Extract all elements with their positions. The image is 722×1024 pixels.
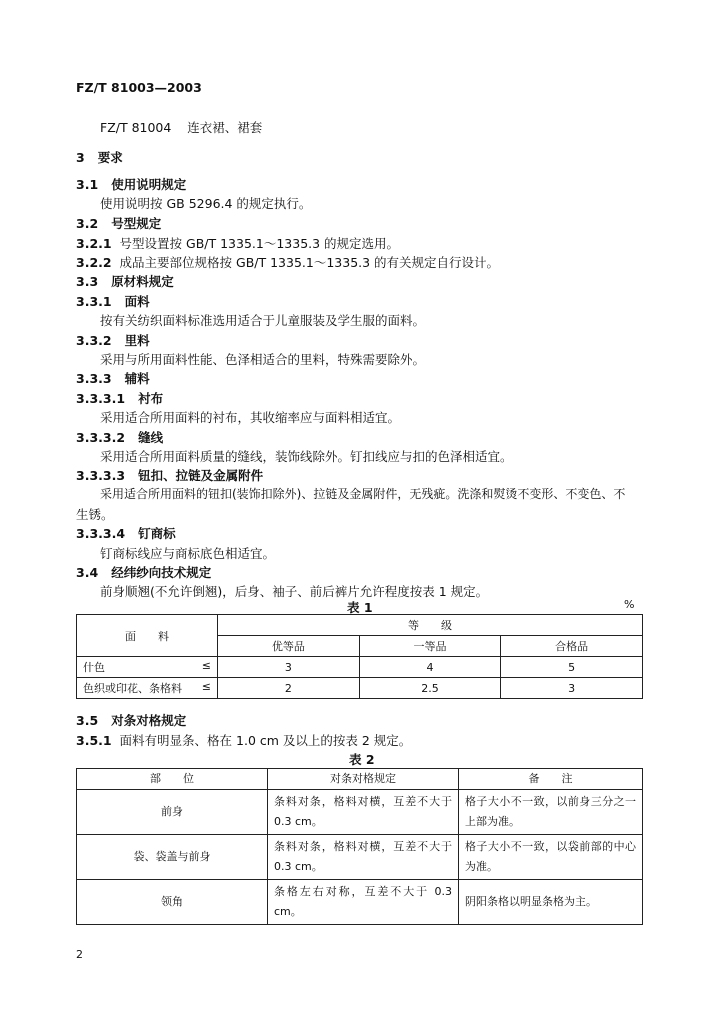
section-3-2-heading: 3.2 号型规定 — [76, 216, 162, 231]
section-3-3-2-heading: 3.3.2 里料 — [76, 333, 150, 348]
table2-part: 袋、袋盖与前身 — [77, 835, 268, 880]
table2-part: 领角 — [77, 880, 268, 925]
table1-grade-superior: 优等品 — [218, 636, 360, 657]
table1-row-label: 色织或印花、条格料 ≤ — [77, 678, 218, 699]
section-3-1-heading: 3.1 使用说明规定 — [76, 177, 187, 192]
table1-grade-first: 一等品 — [359, 636, 501, 657]
clause-3-2-1: 3.2.1 号型设置按 GB/T 1335.1～1335.3 的规定选用。 — [76, 236, 400, 251]
table2-header-part: 部 位 — [77, 769, 268, 790]
section-3-4-heading: 3.4 经纬纱向技术规定 — [76, 565, 212, 580]
table-row — [77, 880, 643, 925]
clause-3-2-2: 3.2.2 成品主要部位规格按 GB/T 1335.1～1335.3 的有关规定自行设计。 — [76, 255, 500, 270]
table-row — [77, 835, 643, 880]
section-3-heading: 3 要求 — [76, 150, 123, 165]
para-3-4: 前身顺翘(不允许倒翘)，后身、袖子、前后裤片允许程度按表 1 规定。 — [100, 584, 489, 599]
table2-header-note: 备 注 — [459, 769, 643, 790]
table2-note: 格子大小不一致，以袋前部的中心为准。 — [459, 835, 643, 880]
section-3-3-3-heading: 3.3.3 辅料 — [76, 371, 150, 386]
ref-code: FZ/T 81004 — [100, 120, 172, 135]
doc-code: FZ/T 81003—2003 — [76, 80, 202, 95]
clause-3-5-1: 3.5.1 面料有明显条、格在 1.0 cm 及以上的按表 2 规定。 — [76, 733, 412, 748]
section-3-3-3-3-heading: 3.3.3.3 钮扣、拉链及金属附件 — [76, 468, 264, 483]
table1-grade-qualified: 合格品 — [501, 636, 643, 657]
para-3-3-3-1: 采用适合所用面料的衬布，其收缩率应与面料相适宜。 — [100, 410, 401, 425]
table1-row-label: 什色 ≤ — [77, 657, 218, 678]
para-3-3-3-3-line2: 生锈。 — [76, 507, 114, 522]
table-row — [77, 790, 643, 835]
table2-note: 格子大小不一致，以前身三分之一上部为准。 — [459, 790, 643, 835]
para-3-1: 使用说明按 GB 5296.4 的规定执行。 — [100, 196, 312, 211]
table-row — [77, 657, 643, 678]
table-row — [77, 678, 643, 699]
table1-caption: 表 1 — [347, 600, 373, 615]
table2-rule: 条料对条，格料对横，互差不大于0.3 cm。 — [268, 835, 459, 880]
section-3-3-3-4-heading: 3.3.3.4 钉商标 — [76, 526, 176, 541]
section-3-3-3-2-heading: 3.3.3.2 缝线 — [76, 430, 164, 445]
table2-note: 阴阳条格以明显条格为主。 — [459, 880, 643, 925]
table1-header-fabric: 面 料 — [77, 615, 218, 657]
table-2 — [76, 768, 643, 925]
table1-header-grade: 等 级 — [218, 615, 643, 636]
ref-title: 连衣裙、裙套 — [187, 120, 263, 135]
para-3-3-2: 采用与所用面料性能、色泽相适合的里料，特殊需要除外。 — [100, 352, 426, 367]
ref-standard-line — [100, 118, 262, 136]
para-3-3-1: 按有关纺织面料标准选用适合于儿童服装及学生服的面料。 — [100, 313, 426, 328]
para-3-3-3-3-line1: 采用适合所用面料的钮扣(装饰扣除外)、拉链及金属附件，无残疵。洗涤和熨烫不变形、不变色、不 — [100, 487, 626, 501]
table2-rule: 条格左右对称，互差不大于 0.3 cm。 — [268, 880, 459, 925]
table1-unit: % — [624, 598, 635, 611]
table2-rule: 条料对条，格料对横，互差不大于0.3 cm。 — [268, 790, 459, 835]
table1-cell: 3 — [501, 678, 643, 699]
table1-cell: 4 — [359, 657, 501, 678]
table1-cell: 5 — [501, 657, 643, 678]
section-3-5-heading: 3.5 对条对格规定 — [76, 713, 187, 728]
table1-cell: 2 — [218, 678, 360, 699]
table2-header-rule: 对条对格规定 — [268, 769, 459, 790]
table1-cell: 2.5 — [359, 678, 501, 699]
table2-caption: 表 2 — [349, 752, 375, 767]
section-3-3-1-heading: 3.3.1 面料 — [76, 294, 150, 309]
para-3-3-3-2: 采用适合所用面料质量的缝线，装饰线除外。钉扣线应与扣的色泽相适宜。 — [100, 449, 513, 464]
table-1 — [76, 614, 643, 699]
page-number: 2 — [76, 948, 83, 961]
para-3-3-3-4: 钉商标线应与商标底色相适宜。 — [100, 546, 276, 561]
table2-part: 前身 — [77, 790, 268, 835]
table1-cell: 3 — [218, 657, 360, 678]
section-3-3-3-1-heading: 3.3.3.1 衬布 — [76, 391, 164, 406]
section-3-3-heading: 3.3 原材料规定 — [76, 274, 174, 289]
